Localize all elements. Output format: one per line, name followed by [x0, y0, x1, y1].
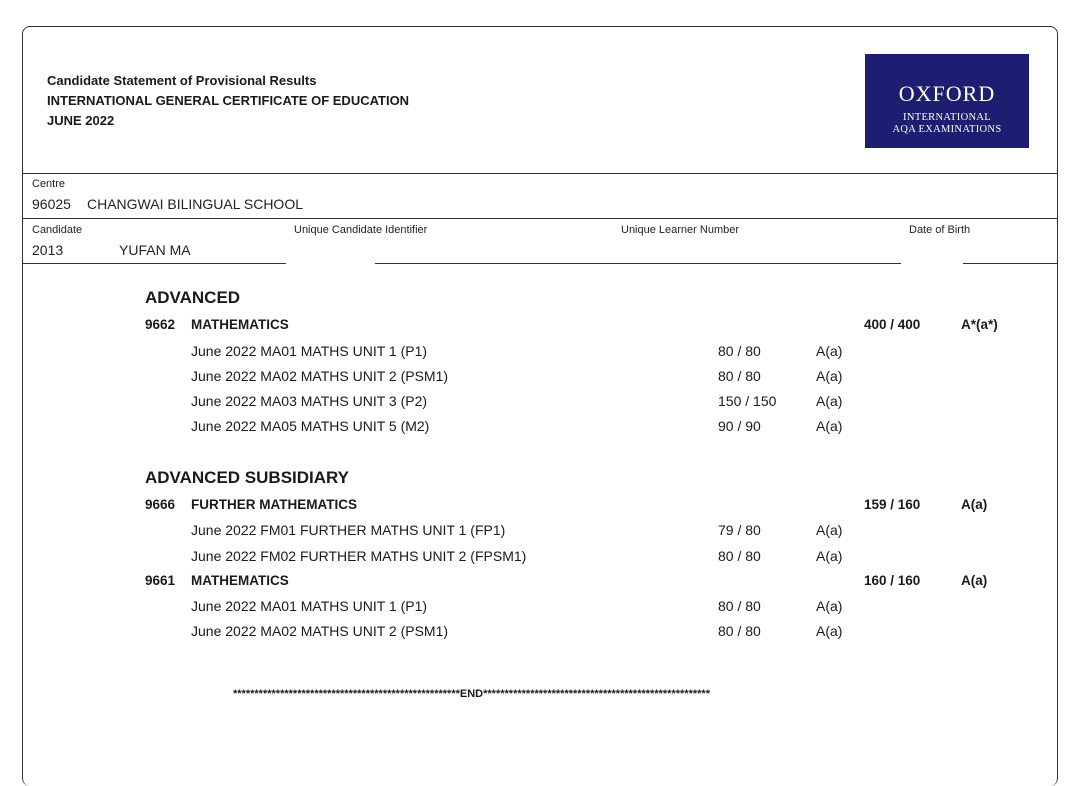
section-title: ADVANCED: [145, 288, 241, 307]
unit-name: June 2022 FM02 FURTHER MATHS UNIT 2 (FPSM1): [191, 548, 527, 564]
oxford-aqa-logo: [865, 54, 1029, 148]
subject-total: 160 / 160: [864, 573, 921, 588]
unit-mark: 150 / 150: [718, 393, 777, 409]
unit-name: June 2022 MA01 MATHS UNIT 1 (P1): [191, 598, 428, 614]
subject-grade: A(a): [961, 497, 988, 512]
subject-name: MATHEMATICS: [191, 317, 289, 332]
divider: [23, 173, 1057, 174]
unit-mark: 80 / 80: [718, 343, 761, 359]
divider: [23, 263, 286, 264]
exam-session: JUNE 2022: [47, 113, 115, 128]
unit-mark: 79 / 80: [718, 522, 761, 538]
divider: [963, 263, 1057, 264]
unit-mark: 80 / 80: [718, 623, 761, 639]
statement-title: Candidate Statement of Provisional Results: [47, 73, 317, 88]
unit-grade: A(a): [816, 522, 843, 538]
section-title: ADVANCED SUBSIDIARY: [145, 468, 350, 487]
unit-grade: A(a): [816, 368, 843, 384]
unit-grade: A(a): [816, 598, 843, 614]
unit-mark: 80 / 80: [718, 368, 761, 384]
unit-name: June 2022 MA01 MATHS UNIT 1 (P1): [191, 343, 428, 359]
divider: [375, 263, 901, 264]
unit-grade: A(a): [816, 623, 843, 639]
candidate-name: YUFAN MA: [119, 242, 191, 258]
unit-mark: 80 / 80: [718, 598, 761, 614]
unit-grade: A(a): [816, 343, 843, 359]
logo-subtitle-1: INTERNATIONAL: [903, 112, 991, 123]
results-statement: [22, 26, 1058, 786]
unit-name: June 2022 FM01 FURTHER MATHS UNIT 1 (FP1): [191, 522, 506, 538]
unit-name: June 2022 MA02 MATHS UNIT 2 (PSM1): [191, 623, 449, 639]
subject-name: MATHEMATICS: [191, 573, 289, 588]
dob-label: Date of Birth: [909, 224, 971, 236]
divider: [23, 218, 1057, 219]
centre-number: 96025: [32, 196, 71, 212]
candidate-number: 2013: [32, 242, 64, 258]
logo-name: OXFORD: [898, 81, 996, 106]
unit-name: June 2022 MA03 MATHS UNIT 3 (P2): [191, 393, 428, 409]
end-marker: *****************************************************END*****************************************************: [233, 688, 710, 700]
unit-name: June 2022 MA05 MATHS UNIT 5 (M2): [191, 418, 430, 434]
qualification-title: INTERNATIONAL GENERAL CERTIFICATE OF EDUCATION: [47, 93, 410, 108]
centre-label: Centre: [32, 178, 66, 190]
unit-grade: A(a): [816, 548, 843, 564]
subject-total: 159 / 160: [864, 497, 921, 512]
unit-grade: A(a): [816, 393, 843, 409]
subject-name: FURTHER MATHEMATICS: [191, 497, 357, 512]
subject-total: 400 / 400: [864, 317, 921, 332]
unit-grade: A(a): [816, 418, 843, 434]
subject-grade: A(a): [961, 573, 988, 588]
uln-label: Unique Learner Number: [621, 224, 740, 236]
logo-subtitle-2: AQA EXAMINATIONS: [892, 124, 1002, 135]
subject-code: 9666: [145, 497, 176, 512]
subject-grade: A*(a*): [961, 317, 998, 332]
candidate-label: Candidate: [32, 224, 83, 236]
subject-code: 9661: [145, 573, 176, 588]
subject-code: 9662: [145, 317, 176, 332]
centre-name: CHANGWAI BILINGUAL SCHOOL: [87, 196, 304, 212]
unit-mark: 80 / 80: [718, 548, 761, 564]
unit-name: June 2022 MA02 MATHS UNIT 2 (PSM1): [191, 368, 449, 384]
unit-mark: 90 / 90: [718, 418, 761, 434]
uci-label: Unique Candidate Identifier: [294, 224, 428, 236]
